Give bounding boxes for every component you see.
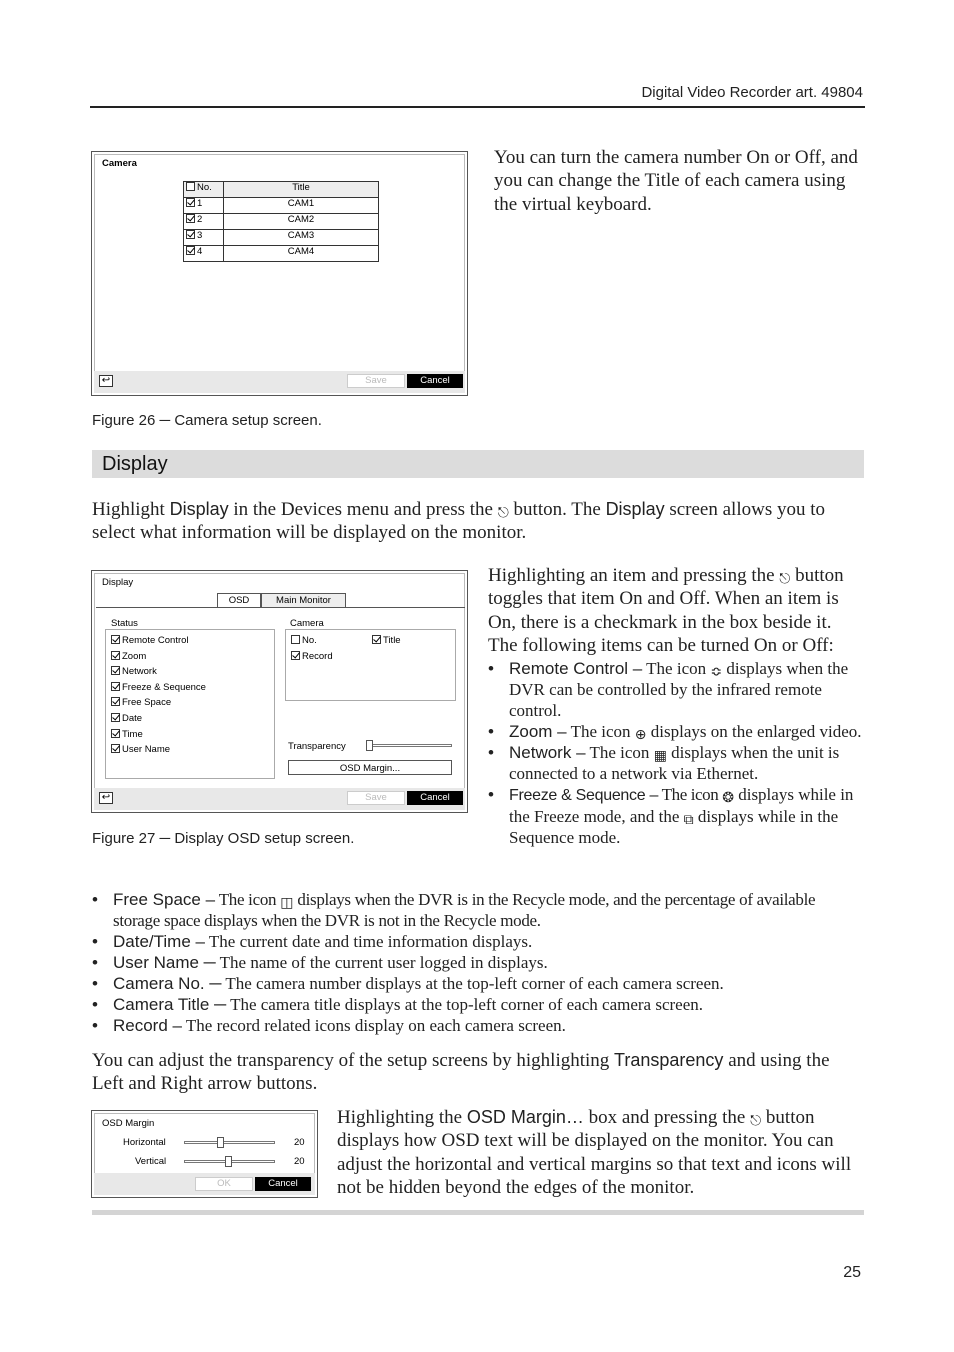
camera-no: 3 bbox=[197, 230, 203, 241]
camera-no: 1 bbox=[197, 198, 203, 209]
remote-control-icon: ≎ bbox=[710, 664, 723, 680]
status-checkbox[interactable] bbox=[111, 682, 120, 691]
list-item: • Camera Title ─ The camera title displays at the top-left corner of each camera screen. bbox=[92, 995, 704, 1014]
ok-button[interactable]: OK bbox=[195, 1177, 253, 1191]
bottom-rule bbox=[92, 1210, 864, 1215]
col-title-header: Title bbox=[292, 182, 310, 193]
status-option[interactable]: Date bbox=[111, 713, 206, 729]
status-checkbox[interactable] bbox=[111, 651, 120, 660]
section-heading bbox=[92, 450, 864, 478]
camera-title[interactable]: CAM2 bbox=[287, 214, 315, 225]
save-button[interactable]: Save bbox=[347, 791, 405, 805]
camera-title[interactable]: CAM3 bbox=[287, 230, 315, 241]
camera-intro-text: You can turn the camera number On or Off, and you can change the Title of each camera using the virtual keyboard. bbox=[494, 147, 858, 215]
freeze-icon: ❂ bbox=[722, 790, 734, 806]
cancel-button[interactable]: Cancel bbox=[407, 374, 463, 388]
tab-osd[interactable]: OSD bbox=[217, 593, 261, 608]
toggle-paragraph: Highlighting an item and pressing the ⎋ button toggles that item On and Off. When an item is On, there is a checkmark in the box beside it. The following items can be turned On or Off: bbox=[488, 565, 844, 657]
vertical-slider-thumb[interactable] bbox=[225, 1156, 232, 1167]
status-checkbox[interactable] bbox=[111, 635, 120, 644]
tab-main-monitor[interactable]: Main Monitor bbox=[261, 593, 346, 608]
transparency-label: Transparency bbox=[288, 741, 346, 752]
vertical-label: Vertical bbox=[135, 1156, 167, 1167]
select-all-checkbox[interactable] bbox=[186, 182, 195, 191]
status-group bbox=[105, 629, 275, 779]
status-checkbox[interactable] bbox=[111, 666, 120, 675]
list-item: • Camera No. ─ The camera number displays at the top-left corner of each camera screen. bbox=[92, 974, 724, 993]
camera-no: 2 bbox=[197, 214, 203, 225]
back-icon[interactable]: ↩ bbox=[99, 792, 113, 804]
display-paragraph: Highlight Display in the Devices menu and press the ⎋ button. The Display screen allows you to select what information will be displayed on the monitor. bbox=[92, 499, 825, 544]
table-row[interactable] bbox=[184, 198, 378, 214]
header-rule bbox=[90, 106, 865, 108]
figure27-caption: Figure 27 ─ Display OSD setup screen. bbox=[92, 830, 355, 847]
window-title: Display bbox=[102, 577, 134, 588]
status-checkbox[interactable] bbox=[111, 713, 120, 722]
status-label: Status bbox=[111, 618, 138, 629]
cancel-button[interactable]: Cancel bbox=[255, 1177, 311, 1191]
camera-no-option[interactable]: No. bbox=[291, 635, 317, 646]
status-checkbox[interactable] bbox=[111, 744, 120, 753]
window-title: OSD Margin bbox=[102, 1118, 155, 1129]
camera-group bbox=[285, 629, 456, 701]
section-title: Display bbox=[102, 453, 168, 475]
camera-title[interactable]: CAM4 bbox=[287, 246, 315, 257]
camera-no: 4 bbox=[197, 246, 203, 257]
list-item: • Record – The record related icons display on each camera screen. bbox=[92, 1016, 566, 1035]
table-row[interactable] bbox=[184, 246, 378, 261]
status-option[interactable]: Remote Control bbox=[111, 635, 206, 651]
running-header: Digital Video Recorder art. 49804 bbox=[641, 84, 863, 101]
camera-record-checkbox[interactable] bbox=[291, 651, 300, 660]
enter-button-icon: ⎋ bbox=[497, 505, 509, 521]
list-item: • Freeze & Sequence – The icon ❂ displays while in the Freeze mode, and the ⧉ displays while in the Sequence mode. bbox=[488, 785, 854, 847]
page-number: 25 bbox=[843, 1264, 861, 1281]
status-option[interactable]: Zoom bbox=[111, 651, 206, 667]
status-checkbox[interactable] bbox=[111, 697, 120, 706]
camera-title-option[interactable]: Title bbox=[372, 635, 401, 646]
status-option[interactable]: Time bbox=[111, 729, 206, 745]
enter-button-icon: ⎋ bbox=[750, 1113, 762, 1129]
display-keyword: Display bbox=[169, 499, 229, 519]
camera-no-checkbox[interactable] bbox=[291, 635, 300, 644]
back-icon[interactable]: ↩ bbox=[99, 375, 113, 387]
camera-rows bbox=[184, 198, 378, 261]
table-row[interactable] bbox=[184, 214, 378, 230]
horizontal-slider[interactable] bbox=[184, 1141, 275, 1144]
list-item: • User Name ─ The name of the current user logged in displays. bbox=[92, 953, 548, 972]
camera-title[interactable]: CAM1 bbox=[287, 198, 315, 209]
osd-margin-paragraph: Highlighting the OSD Margin… box and pressing the ⎋ button displays how OSD text will be displayed on the monitor. You can adjust the horizontal and vertical margins so that text and icons will not be hidden beyond the edges of the monitor. bbox=[337, 1107, 852, 1199]
table-header bbox=[184, 182, 378, 198]
col-no-header: No. bbox=[197, 182, 212, 193]
bullet-list-right bbox=[488, 658, 864, 848]
vertical-value: 20 bbox=[294, 1156, 305, 1167]
transparency-slider-thumb[interactable] bbox=[366, 740, 373, 751]
free-space-icon: ◫ bbox=[280, 895, 294, 911]
enter-button-icon: ⎋ bbox=[779, 571, 791, 587]
status-option[interactable]: Free Space bbox=[111, 697, 206, 713]
network-icon: ▦ bbox=[653, 748, 667, 764]
zoom-icon: ⊕ bbox=[634, 727, 647, 743]
save-button[interactable]: Save bbox=[347, 374, 405, 388]
status-option[interactable]: User Name bbox=[111, 744, 206, 760]
transparency-slider[interactable] bbox=[368, 744, 452, 747]
camera-table bbox=[183, 181, 379, 262]
camera-checkbox[interactable] bbox=[186, 246, 195, 255]
horizontal-label: Horizontal bbox=[123, 1137, 166, 1148]
camera-checkbox[interactable] bbox=[186, 214, 195, 223]
table-row[interactable] bbox=[184, 230, 378, 246]
tab-rule bbox=[96, 607, 465, 608]
camera-label: Camera bbox=[290, 618, 324, 629]
status-option[interactable]: Network bbox=[111, 666, 206, 682]
figure26-caption: Figure 26 ─ Camera setup screen. bbox=[92, 412, 322, 429]
status-checkbox[interactable] bbox=[111, 729, 120, 738]
display-osd-screenshot bbox=[91, 570, 468, 813]
list-item: • Remote Control – The icon ≎ displays when the DVR can be controlled by the infrared remote control. bbox=[488, 659, 849, 720]
camera-checkbox[interactable] bbox=[186, 230, 195, 239]
camera-record-option[interactable]: Record bbox=[291, 651, 333, 662]
sequence-icon: ⧉ bbox=[683, 812, 694, 828]
cancel-button[interactable]: Cancel bbox=[407, 791, 463, 805]
bullet-list-full bbox=[92, 889, 864, 1036]
osd-margin-button[interactable]: OSD Margin... bbox=[288, 760, 452, 775]
list-item: • Network – The icon ▦ displays when the unit is connected to a network via Ethernet. bbox=[488, 743, 840, 783]
osd-margin-screenshot bbox=[91, 1110, 318, 1198]
horizontal-value: 20 bbox=[294, 1137, 305, 1148]
camera-checkbox[interactable] bbox=[186, 198, 195, 207]
status-option[interactable]: Freeze & Sequence bbox=[111, 682, 206, 698]
transparency-paragraph: You can adjust the transparency of the setup screens by highlighting Transparency and using the Left and Right arrow buttons. bbox=[92, 1050, 830, 1095]
list-item: • Free Space – The icon ◫ displays when the DVR is in the Recycle mode, and the percentage of available storage space displays when the DVR is not in the Recycle mode. bbox=[92, 890, 816, 930]
status-list bbox=[111, 635, 206, 760]
list-item: • Zoom – The icon ⊕ displays on the enlarged video. bbox=[488, 722, 862, 743]
window-title: Camera bbox=[102, 158, 137, 169]
camera-setup-screenshot bbox=[91, 151, 468, 396]
list-item: • Date/Time – The current date and time information displays. bbox=[92, 932, 533, 951]
camera-title-checkbox[interactable] bbox=[372, 635, 381, 644]
horizontal-slider-thumb[interactable] bbox=[217, 1137, 224, 1148]
